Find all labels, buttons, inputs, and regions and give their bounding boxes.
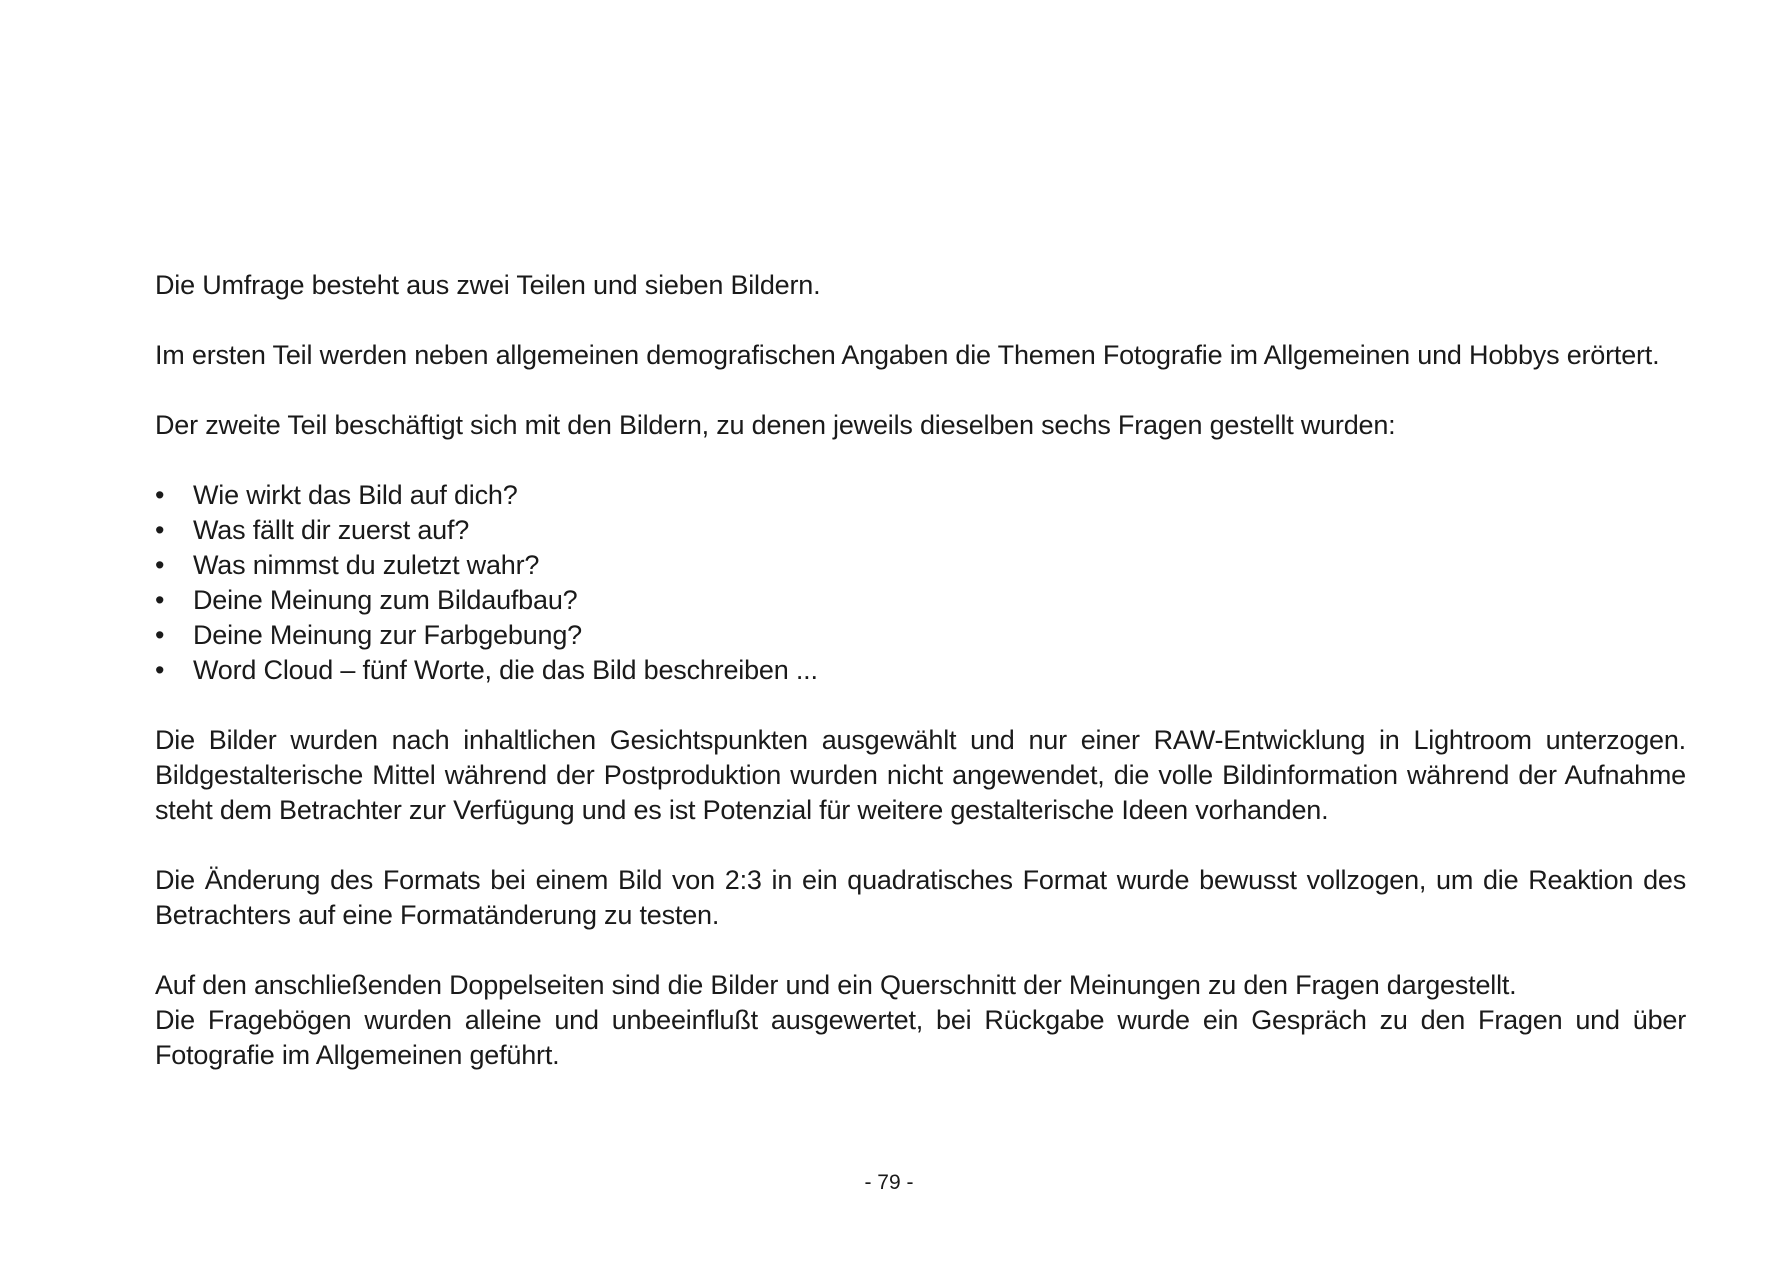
bullet-icon: • [155, 655, 165, 685]
doublepages-paragraph: Auf den anschließenden Doppelseiten sind die Bilder und ein Querschnitt der Meinungen zu den Fragen dargestellt. [155, 970, 1517, 1000]
list-item [155, 618, 1686, 653]
list-item [155, 478, 1686, 513]
question-text: Was fällt dir zuerst auf? [193, 515, 470, 545]
page-number: - 79 - [864, 1171, 914, 1194]
list-item [155, 583, 1686, 618]
bullet-icon: • [155, 550, 165, 580]
bullet-icon: • [155, 585, 165, 615]
list-item [155, 513, 1686, 548]
question-text: Word Cloud – fünf Worte, die das Bild beschreiben ... [193, 655, 818, 685]
bullet-icon: • [155, 515, 165, 545]
question-text: Deine Meinung zur Farbgebung? [193, 620, 582, 650]
format-paragraph: Die Änderung des Formats bei einem Bild von 2:3 in ein quadratisches Format wurde bewusst vollzogen, um die Reaktion des Betrachters auf eine Formatänderung zu testen. [155, 865, 1686, 930]
question-list [155, 478, 1686, 688]
part-two-paragraph: Der zweite Teil beschäftigt sich mit den Bildern, zu denen jeweils dieselben sechs Fragen gestellt wurden: [155, 410, 1396, 440]
intro-paragraph: Die Umfrage besteht aus zwei Teilen und sieben Bildern. [155, 270, 821, 300]
bullet-icon: • [155, 480, 165, 510]
question-text: Deine Meinung zum Bildaufbau? [193, 585, 578, 615]
list-item [155, 548, 1686, 583]
selection-paragraph: Die Bilder wurden nach inhaltlichen Gesichtspunkten ausgewählt und nur einer RAW-Entwicklung in Lightroom unterzogen. Bildgestalterische Mittel während der Postproduktion wurden nicht angewendet, die volle Bildinformation während der Aufnahme steht dem Betrachter zur Verfügung und es ist Potenzial für weitere gestalterische Ideen vorhanden. [155, 725, 1686, 825]
list-item [155, 653, 1686, 688]
question-text: Was nimmst du zuletzt wahr? [193, 550, 540, 580]
page-body [155, 268, 1686, 1108]
evaluation-paragraph: Die Fragebögen wurden alleine und unbeeinflußt ausgewertet, bei Rückgabe wurde ein Gespräch zu den Fragen und über Fotografie im Allgemeinen geführt. [155, 1005, 1686, 1070]
part-one-paragraph: Im ersten Teil werden neben allgemeinen demografischen Angaben die Themen Fotografie im Allgemeinen und Hobbys erörtert. [155, 340, 1660, 370]
question-text: Wie wirkt das Bild auf dich? [193, 480, 518, 510]
bullet-icon: • [155, 620, 165, 650]
